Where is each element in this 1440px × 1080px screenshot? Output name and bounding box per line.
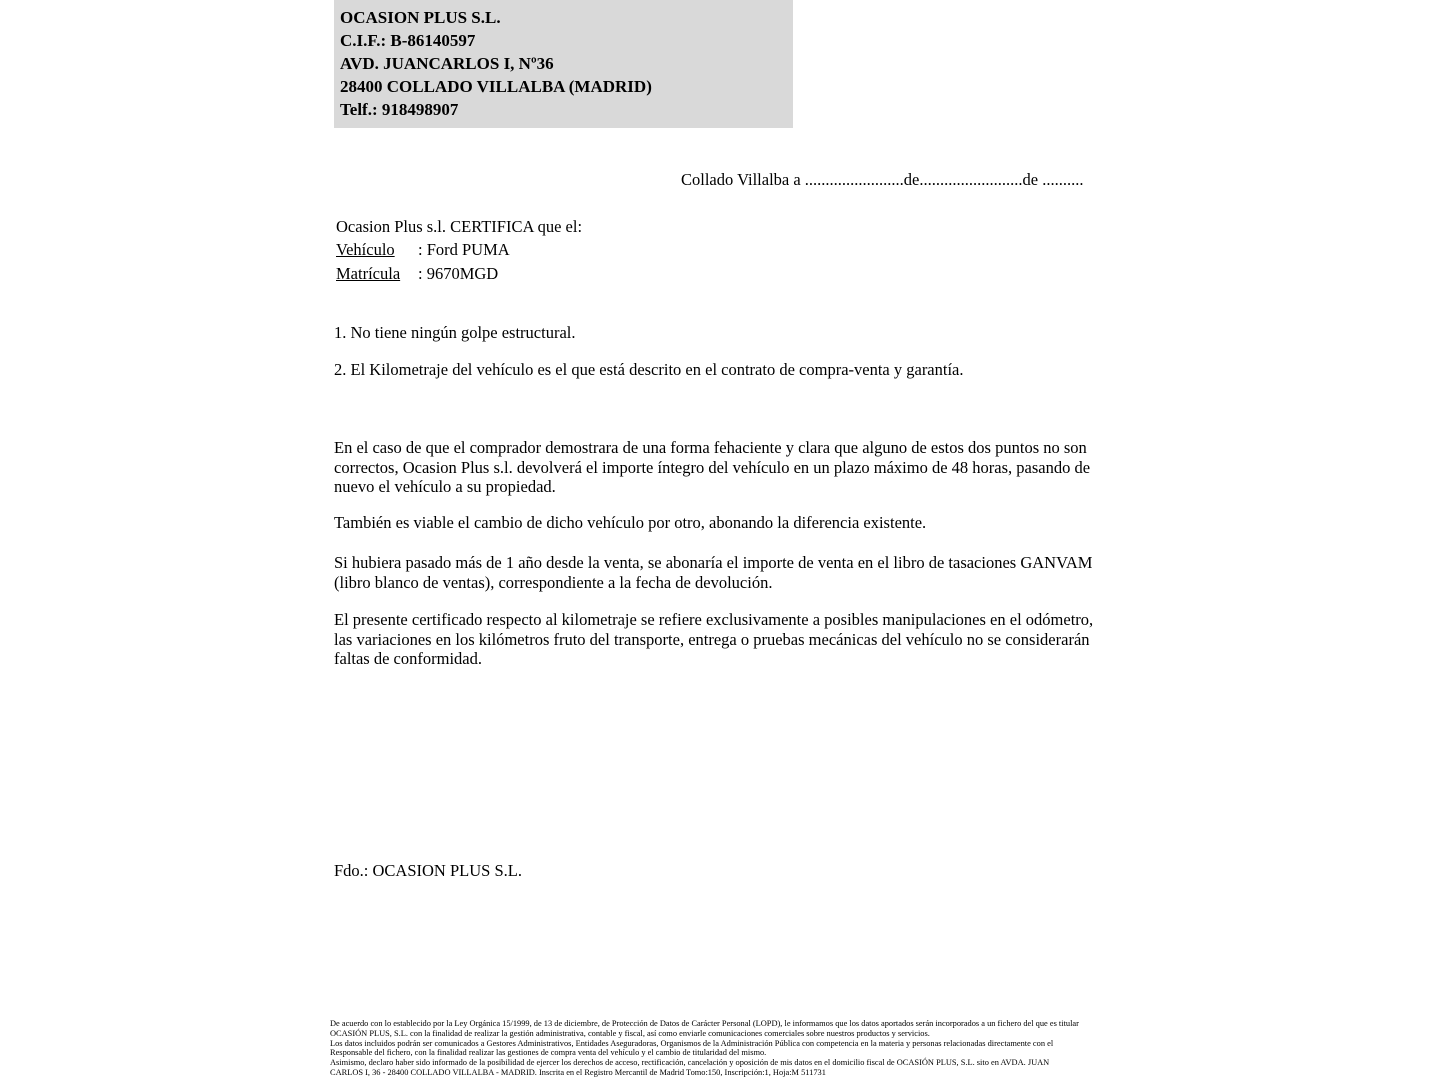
ganvam-paragraph: Si hubiera pasado más de 1 año desde la venta, se abonaría el importe de venta en el libro de tasaciones GANVAM (libro blanco de ventas), correspondiente a la fecha de devolución. (334, 553, 1093, 592)
legal-line: OCASIÓN PLUS, S.L. con la finalidad de realizar la gestión administrativa, contable y fiscal, así como enviarle comunicaciones comerciales sobre nuestros productos y servicios. (330, 1028, 930, 1038)
company-city: 28400 COLLADO VILLALBA (MADRID) (340, 77, 652, 96)
company-cif: C.I.F.: B-86140597 (340, 31, 476, 50)
vehicle-row (336, 238, 582, 261)
certification-block (336, 215, 582, 285)
odometer-paragraph: El presente certificado respecto al kilometraje se refiere exclusivamente a posibles manipulaciones en el odómetro, las variaciones en los kilómetros fruto del transporte, entrega o pruebas mecánicas del vehículo no se considerarán faltas de conformidad. (334, 610, 1094, 669)
legal-fine-print (330, 1019, 1106, 1078)
date-fill-in-line: Collado Villalba a ........................de.........................de .......... (681, 170, 1084, 189)
legal-line: Responsable del fichero, con la finalidad realizar las gestiones de compra venta del vehículo y el cambio de titularidad del mismo. (330, 1048, 767, 1058)
certified-point-2: 2. El Kilometraje del vehículo es el que está descrito en el contrato de compra-venta y garantía. (334, 360, 964, 379)
refund-paragraph: En el caso de que el comprador demostrara de una forma fehaciente y clara que alguno de estos dos puntos no son correctos, Ocasion Plus s.l. devolverá el importe íntegro del vehículo en un plazo máximo de 48 horas, pasando de nuevo el vehículo a su propiedad. (334, 438, 1091, 497)
company-phone: Telf.: 918498907 (340, 100, 459, 119)
certificate-document (330, 0, 1104, 1080)
legal-line: CARLOS I, 36 - 28400 COLLADO VILLALBA - MADRID. Inscrita en el Registro Mercantil de Madrid Tomo:150, Inscripción:1, Hoja:M 511731 (330, 1067, 826, 1077)
vehicle-label: Vehículo (336, 240, 395, 260)
company-name: OCASION PLUS S.L. (340, 8, 501, 27)
legal-line: De acuerdo con lo establecido por la Ley Orgánica 15/1999, de 13 de diciembre, de Protección de Datos de Carácter Personal (LOPD), le informamos que los datos aportados serán incorporados a un fichero del que es titular (330, 1019, 1079, 1028)
plate-value: : 9670MGD (418, 263, 499, 283)
company-address: AVD. JUANCARLOS I, Nº36 (340, 54, 554, 73)
company-header-box (334, 0, 793, 128)
certified-point-1: 1. No tiene ningún golpe estructural. (334, 323, 576, 342)
signature-line: Fdo.: OCASION PLUS S.L. (334, 861, 522, 880)
legal-line: Los datos incluidos podrán ser comunicados a Gestores Administrativos, Entidades Aseguradoras, Organismos de la Administración Pública con competencia en la materia y personas relacionadas directamente con el (330, 1038, 1054, 1048)
plate-label: Matrícula (336, 263, 401, 283)
legal-line: Asimismo, declaro haber sido informado de la posibilidad de ejercer los derechos de acceso, rectificación, cancelación y oposición de mis datos en el domicilio fiscal de OCASIÓN PLUS, S.L. sito en AVDA. JUAN (330, 1058, 1050, 1067)
plate-row (336, 262, 582, 285)
certification-intro: Ocasion Plus s.l. CERTIFICA que el: (336, 217, 583, 236)
exchange-paragraph: También es viable el cambio de dicho vehículo por otro, abonando la diferencia existente. (334, 513, 927, 532)
vehicle-value: : Ford PUMA (418, 240, 510, 260)
